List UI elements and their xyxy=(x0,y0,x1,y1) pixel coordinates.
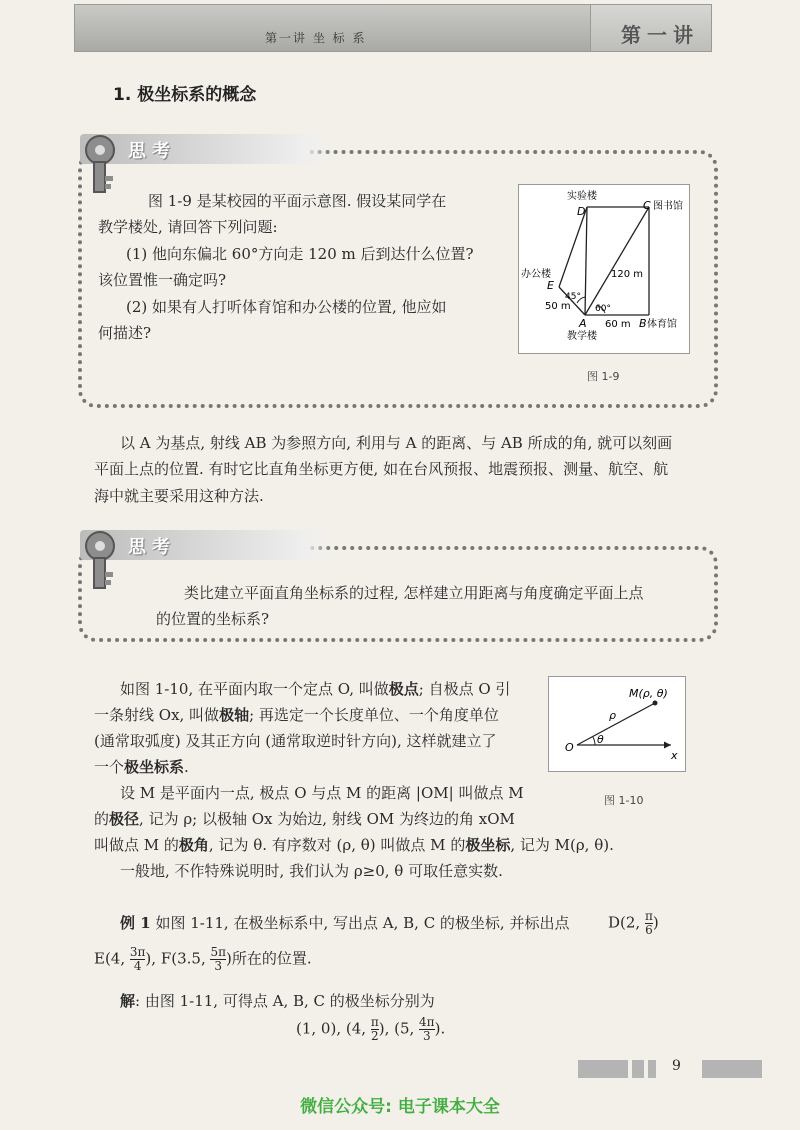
point-B: B xyxy=(639,317,647,330)
think-label: 思考 xyxy=(128,141,176,162)
section-title: 1. 极坐标系的概念 xyxy=(113,85,257,105)
solution-label: 解 xyxy=(120,992,136,1010)
para1-line-2: 平面上点的位置. 有时它比直角坐标更方便, 如在台风预报、地震预报、测量、航空、航 xyxy=(94,460,669,478)
denominator: 4 xyxy=(133,959,142,973)
point-D: D xyxy=(577,205,586,218)
text-span: D(2, xyxy=(608,913,645,932)
header-lecture-label: 第一讲 xyxy=(621,23,699,47)
text-span: ) xyxy=(378,1019,385,1038)
numerator: 5π xyxy=(210,945,227,959)
para3-line-2 xyxy=(94,806,515,832)
text-span: : 由图 1-11, 可得点 A, B, C 的极坐标分别为 xyxy=(135,992,435,1010)
numerator: 4π xyxy=(419,1015,435,1029)
text-span: F(3.5, xyxy=(160,949,211,968)
numerator: 3π xyxy=(129,945,146,959)
text-span: ) xyxy=(652,913,659,932)
denominator: 2 xyxy=(370,1029,379,1043)
text-span: 的 xyxy=(94,810,110,828)
text-span: 叫做点 M 的 xyxy=(94,836,179,854)
footer-bar-block xyxy=(632,1060,644,1078)
fraction xyxy=(210,946,226,973)
text-span: (4, xyxy=(345,1019,371,1038)
dist-60: 60 m xyxy=(605,319,631,330)
example-line-1 xyxy=(120,910,569,936)
label-lab-building: 实验楼 xyxy=(567,191,597,202)
fraction xyxy=(130,946,146,973)
denominator: 6 xyxy=(645,923,653,937)
term-pole: 极点 xyxy=(388,680,419,698)
text-span: ) xyxy=(434,1019,441,1038)
axis-x: x xyxy=(671,749,678,762)
para2-line-2 xyxy=(94,702,499,728)
rho-label: ρ xyxy=(609,709,616,722)
para2-line-4 xyxy=(94,754,189,780)
fraction xyxy=(419,1016,435,1043)
key-icon xyxy=(70,128,140,198)
text-span: , 记为 θ. 有序数对 (ρ, θ) 叫做点 M 的 xyxy=(208,836,466,854)
box1-line-3: (1) 他向东偏北 60°方向走 120 m 后到达什么位置? xyxy=(126,245,474,263)
text-span: ; 再选定一个长度单位、一个角度单位 xyxy=(249,706,499,724)
text-span: 如图 1-10, 在平面内取一个定点 O, 叫做 xyxy=(120,680,389,698)
text-span: (1, 0), xyxy=(296,1019,346,1038)
point-M: M(ρ, θ) xyxy=(629,687,668,700)
box1-line-5: (2) 如果有人打听体育馆和办公楼的位置, 他应如 xyxy=(126,298,447,316)
text-span: , 记为 ρ; 以极轴 Ox 为始边, 射线 OM 为终边的角 xOM xyxy=(139,810,515,828)
theta-label: θ xyxy=(597,733,604,746)
point-A: A xyxy=(579,317,587,330)
pole-O: O xyxy=(565,741,574,754)
figure-1-9 xyxy=(518,184,690,354)
label-teaching-building: 教学楼 xyxy=(567,331,597,342)
text-span: 所在的位置. xyxy=(231,949,312,968)
term-polar-axis: 极轴 xyxy=(219,706,250,724)
para1-line-3: 海中就主要采用这种方法. xyxy=(94,487,264,505)
angle-60: 60° xyxy=(595,304,611,314)
page-number: 9 xyxy=(672,1058,681,1074)
dist-50: 50 m xyxy=(545,301,571,312)
footer-bar-right xyxy=(702,1060,762,1078)
example-line-2: E(4, $\frac{3\pi}{4}$ ), F(3.5, $\frac{5\pi}{3}$ )所在的位置. xyxy=(94,945,312,973)
para2-line-1 xyxy=(120,676,510,702)
term-polar-system: 极坐标系 xyxy=(124,758,185,776)
label-gym: 体育馆 xyxy=(647,319,677,330)
text-span: ) xyxy=(226,949,232,968)
example-label: 例 1 xyxy=(120,914,151,932)
box1-line-6: 何描述? xyxy=(98,324,152,342)
polar-axis-diagram xyxy=(549,677,685,771)
fraction xyxy=(371,1016,379,1043)
fraction xyxy=(645,910,653,937)
think-label: 思考 xyxy=(128,537,176,558)
text-span: . xyxy=(184,758,189,776)
point-E: E xyxy=(547,279,554,292)
para4: 一般地, 不作特殊说明时, 我们认为 ρ≥0, θ 可取任意实数. xyxy=(120,862,503,880)
watermark: 微信公众号: 电子课本大全 xyxy=(300,1097,500,1117)
footer-bar-block xyxy=(648,1060,656,1078)
running-header xyxy=(74,4,712,52)
header-chapter-title: 第一讲 坐 标 系 xyxy=(265,31,367,45)
text-span: . xyxy=(440,1019,446,1038)
box1-line-4: 该位置惟一确定吗? xyxy=(98,271,227,289)
figure-1-9-caption: 图 1-9 xyxy=(587,370,620,383)
para1-line-1: 以 A 为基点, 射线 AB 为参照方向, 利用与 A 的距离、与 AB 所成的角, 就可以刻画 xyxy=(120,434,673,452)
label-library: 图书馆 xyxy=(653,201,683,212)
text-span: 如图 1-11, 在极坐标系中, 写出点 A, B, C 的极坐标, 并标出点 xyxy=(155,914,570,932)
numerator: π xyxy=(644,909,653,923)
denominator: 3 xyxy=(422,1029,431,1043)
box2-line-2: 的位置的坐标系? xyxy=(156,610,270,628)
para2-line-3: (通常取弧度) 及其正方向 (通常取逆时针方向), 这样就建立了 xyxy=(94,732,497,750)
numerator: π xyxy=(370,1015,379,1029)
text-span: ) xyxy=(145,949,152,968)
text-span: 一个 xyxy=(94,758,125,776)
term-polar-angle: 极角 xyxy=(178,836,209,854)
campus-map-diagram xyxy=(519,185,689,353)
para3-line-3 xyxy=(94,832,614,858)
figure-1-10-caption: 图 1-10 xyxy=(604,794,644,807)
box1-line-2: 教学楼处, 请回答下列问题: xyxy=(98,218,278,236)
header-tab xyxy=(590,5,711,51)
term-polar-radius: 极径 xyxy=(109,810,140,828)
text-span: 一条射线 Ox, 叫做 xyxy=(94,706,220,724)
para3-line-1: 设 M 是平面内一点, 极点 O 与点 M 的距离 |OM| 叫做点 M xyxy=(120,784,524,802)
angle-45: 45° xyxy=(565,292,581,302)
text-span: E(4, xyxy=(94,949,130,968)
figure-1-10 xyxy=(548,676,686,772)
point-C: C xyxy=(643,199,651,212)
text-span: ; 自极点 O 引 xyxy=(418,680,511,698)
box1-line-1: 图 1-9 是某校园的平面示意图. 假设某同学在 xyxy=(148,192,447,210)
point-D-formula xyxy=(608,910,659,937)
dist-120: 120 m xyxy=(611,269,644,280)
text-span: , 记为 M(ρ, θ). xyxy=(510,836,614,854)
solution-line xyxy=(120,988,435,1014)
term-polar-coordinate: 极坐标 xyxy=(465,836,511,854)
solution-formula: (1, 0), (4, $\frac{\pi}{2}$ ), (5, $\frac{4\pi}{3}$ ). xyxy=(296,1015,446,1043)
key-icon xyxy=(70,524,140,594)
text-span: (5, xyxy=(394,1019,420,1038)
denominator: 3 xyxy=(214,959,223,973)
box2-line-1: 类比建立平面直角坐标系的过程, 怎样建立用距离与角度确定平面上点 xyxy=(184,584,644,602)
label-office-building: 办公楼 xyxy=(521,269,551,280)
footer-bar-left xyxy=(578,1060,628,1078)
